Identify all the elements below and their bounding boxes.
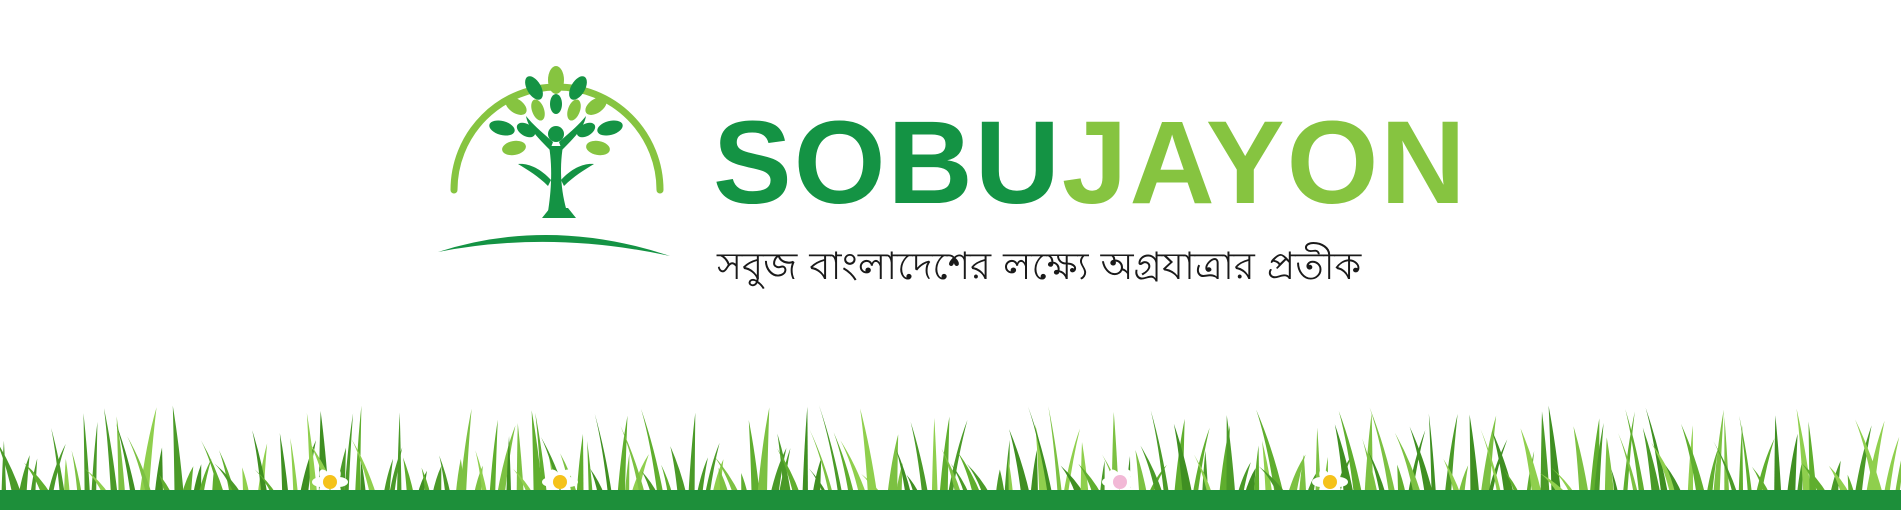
tree-logo-icon	[430, 30, 680, 270]
grass-border-decoration	[0, 400, 1901, 495]
brand-name-part2: JAYON	[1061, 97, 1468, 229]
brand-name-part1: SOBU	[713, 97, 1062, 229]
brand-name	[713, 97, 1468, 229]
ground-strip	[0, 490, 1901, 510]
tagline: সবুজ বাংলাদেশের লক্ষ্যে অগ্রযাত্রার প্রতীক	[717, 244, 1362, 288]
